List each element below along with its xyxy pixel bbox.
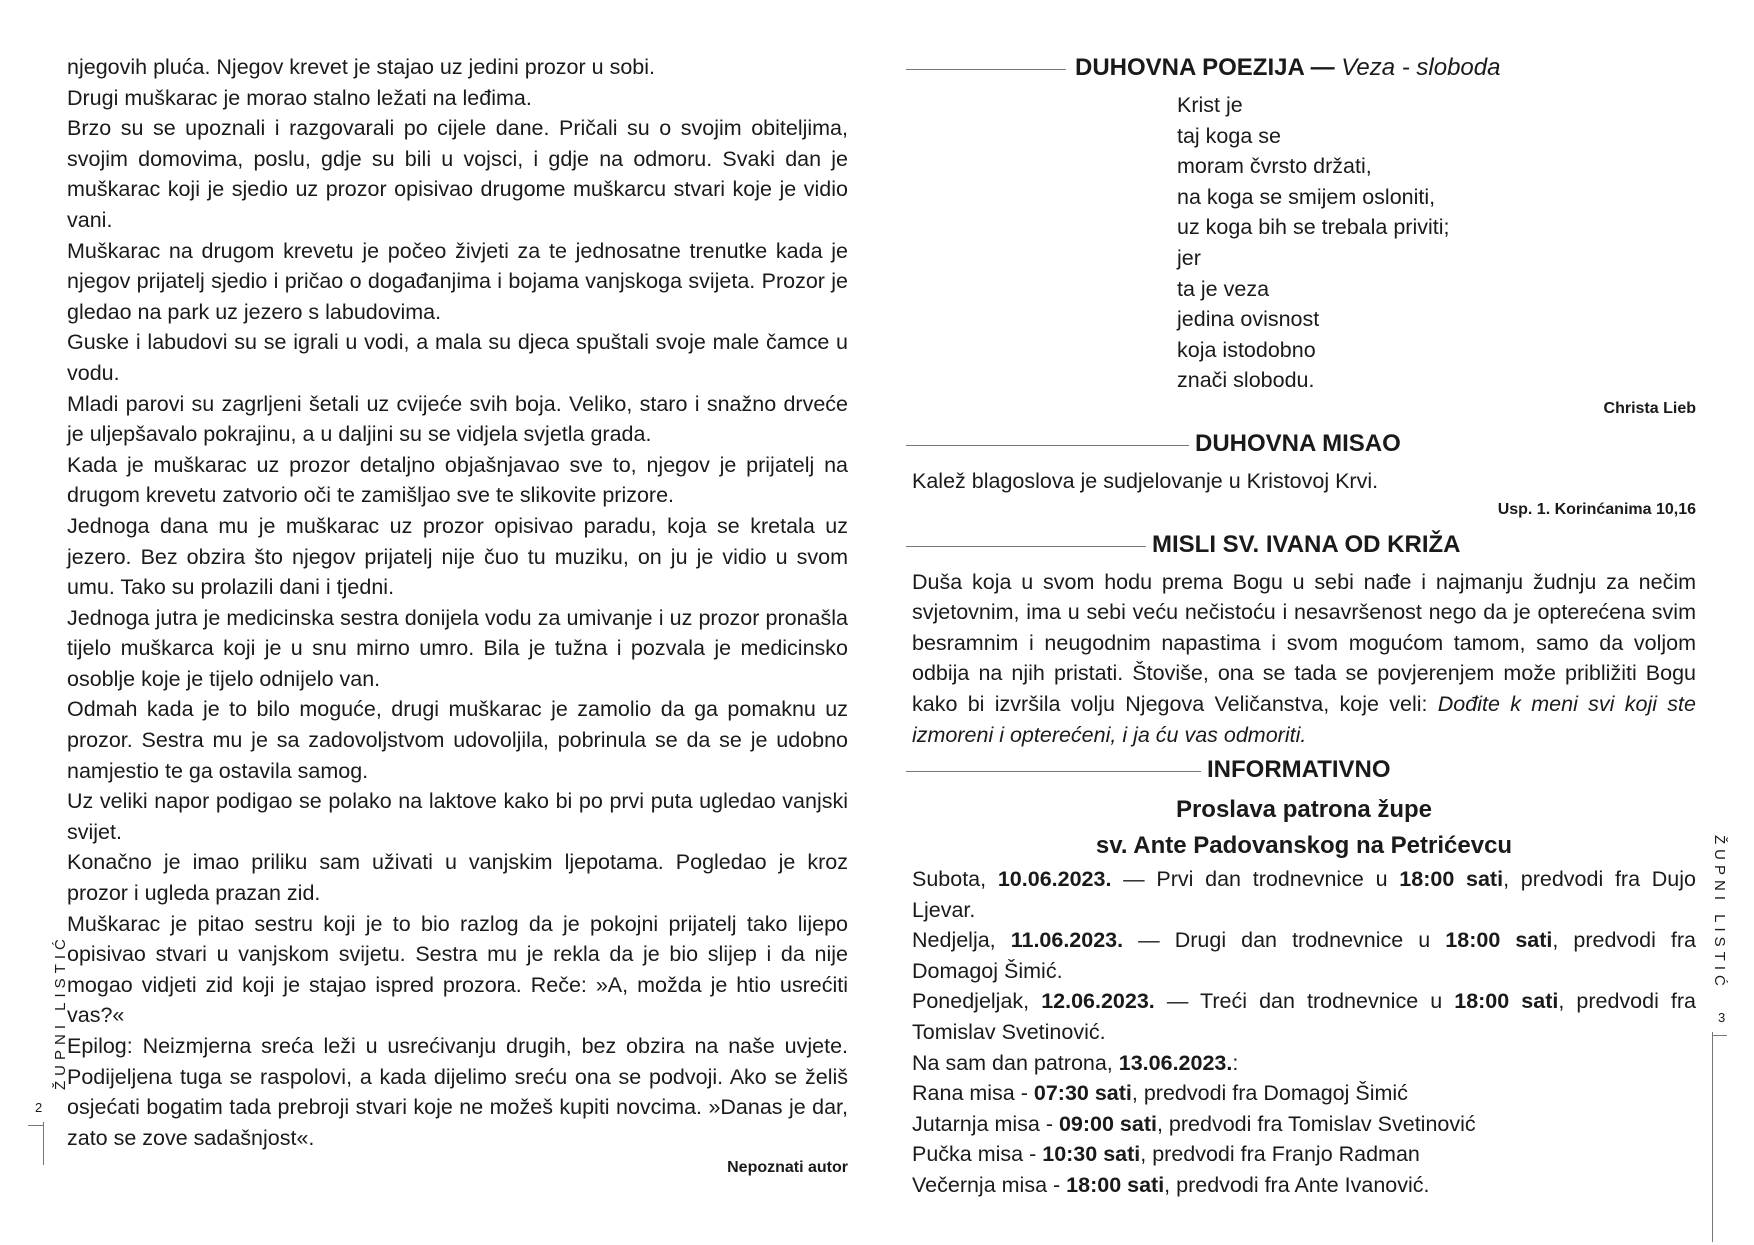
saint-quote: Dođite k meni svi koji ste izmoreni i opterećeni, i ja ću vas odmoriti. bbox=[912, 691, 1696, 747]
poem-line: jedina ovisnost bbox=[1177, 307, 1320, 332]
story-paragraph: Jednoga jutra je medicinska sestra donijela vodu za umivanje i uz prozor pronašla tijelo muškarca koji je u snu mirno umro. Bila je tužna i pozvala je medicinsko osoblje koje je tijelo odnijelo van. bbox=[67, 605, 848, 691]
info-heading bbox=[912, 752, 1696, 790]
story-paragraph: Muškarac na drugom krevetu je počeo živjeti za te jednosatne trenutke kada je njegov prijatelj sjedio i pričao o događanjima i bojama vanjskoga svijeta. Prozor je gledao na park uz jezero s labudovima. bbox=[67, 238, 848, 324]
schedule-day: Nedjelja, 11.06.2023. — Drugi dan trodnevnice u 18:00 sati, predvodi fra Domagoj Šimić. bbox=[912, 928, 1697, 983]
poetry-heading-label: DUHOVNA POEZIJA — bbox=[1075, 54, 1335, 81]
saint-text: Duša koja u svom hodu prema Bogu u sebi nađe i najmanju žudnju za nečim svjetovnim, ima u sebi veću nečistoću i nesavršenost nego da je opterećena svim besramnim i neugodnim napastima i svom mogućom tamom, samo da voljom odbija na njih pristati. Štoviše, ona se tada se povjerenjem može približiti Bogu kako bi izvršila volju Njegova Veličanstva, koje veli: bbox=[912, 569, 1696, 716]
thought-heading bbox=[912, 426, 1696, 464]
margin-tick bbox=[1712, 1035, 1727, 1036]
story-paragraph: Guske i labudovi su se igrali u vodi, a mala su djeca spuštali svoje male čamce u vodu. bbox=[67, 330, 848, 385]
heading-rule bbox=[906, 445, 1189, 446]
publication-label: ŽUPNI LISTIĆ bbox=[1711, 835, 1728, 991]
poetry-heading bbox=[912, 50, 1696, 88]
story-paragraph: Epilog: Neizmjerna sreća leži u usrećivanju drugih, bez obzira na naše uvjete. Podijeljena tuga se raspolovi, a kada dijelimo sreću ona se podvoji. Ako se želiš osjećati bogatim tada prebroji stvari koje ne možeš kupiti novcima. »Danas je dar, zato se zove sadašnjost«. bbox=[67, 1034, 848, 1150]
thought-source: Usp. 1. Korinćanima 10,16 bbox=[1497, 500, 1696, 518]
poem-line: jer bbox=[1177, 245, 1201, 270]
story-paragraph: Odmah kada je to bilo moguće, drugi muškarac je zamolio da ga pomaknu uz prozor. Sestra mu je sa zadovoljstvom udovoljila, pobrinula se da se je udobno namjestio te ga ostavila samog. bbox=[67, 697, 848, 783]
story-paragraph: Uz veliki napor podigao se polako na laktove kako bi po prvi puta ugledao vanjski svijet. bbox=[67, 789, 848, 844]
poem-line: moram čvrsto držati, bbox=[1177, 154, 1372, 179]
schedule bbox=[912, 864, 1696, 1201]
story-paragraph: Drugi muškarac je morao stalno ležati na leđima. bbox=[67, 85, 532, 110]
right-margin-label bbox=[1710, 835, 1740, 1240]
story-paragraph: Mladi parovi su zagrljeni šetali uz cvijeće svih boja. Veliko, staro i snažno drveće je uljepšavalo pokrajinu, a u daljini su se vidjela svjetla grada. bbox=[67, 391, 848, 447]
schedule-day: Subota, 10.06.2023. — Prvi dan trodnevnice u 18:00 sati, predvodi fra Dujo Ljevar. bbox=[912, 867, 1696, 922]
thought-heading-label: DUHOVNA MISAO bbox=[1195, 429, 1401, 457]
info-title-line1: Proslava patrona župe bbox=[1175, 796, 1433, 824]
schedule-day: Ponedjeljak, 12.06.2023. — Treći dan trodnevnice u 18:00 sati, predvodi fra Tomislav Svetinović. bbox=[912, 989, 1696, 1045]
story-paragraph: Brzo su se upoznali i razgovarali po cijele dane. Pričali su o svojim obiteljima, svojim domovima, poslu, gdje su bili u vojsci, i gdje na odmoru. Svaki dan je muškarac koji je sjedio uz prozor opisivao drugome muškarcu stvari koje je vidio vani. bbox=[67, 116, 848, 232]
poem-line: znači slobodu. bbox=[1177, 368, 1315, 393]
thought-text: Kalež blagoslova je sudjelovanje u Kristovoj Krvi. bbox=[912, 468, 1379, 493]
poem-line: uz koga bih se trebala priviti; bbox=[1177, 215, 1450, 240]
poem-line: Krist je bbox=[1177, 93, 1243, 117]
story-author: Nepoznati autor bbox=[727, 1159, 848, 1177]
poetry-subtitle: Veza - sloboda bbox=[1341, 54, 1501, 81]
poem bbox=[1177, 90, 1696, 396]
margin-rule bbox=[43, 1122, 44, 1165]
poem-line: taj koga se bbox=[1177, 123, 1281, 148]
story-paragraph: Muškarac je pitao sestru koji je to bio razlog da je pokojni prijatelj tako lijepo opisivao stvari u vanjskom svijetu. Sestra mu je rekla da je bio slijep i da nije mogao vidjeti zid koji je stajao ispred prozora. Reče: »A, možda je htio usrećiti vas?« bbox=[67, 911, 848, 1028]
feast-day: Na sam dan patrona, 13.06.2023.: bbox=[912, 1050, 1239, 1075]
mass-item: Jutarnja misa - 09:00 sati, predvodi fra Tomislav Svetinović bbox=[912, 1111, 1476, 1136]
poem-line: na koga se smijem osloniti, bbox=[1177, 184, 1436, 209]
heading-rule bbox=[906, 546, 1146, 547]
page-number: 3 bbox=[1718, 1010, 1726, 1025]
saint-text-block bbox=[912, 567, 1696, 751]
story-column bbox=[67, 52, 848, 1179]
mass-item: Pučka misa - 10:30 sati, predvodi fra Franjo Radman bbox=[912, 1142, 1420, 1167]
page-number: 2 bbox=[35, 1100, 43, 1115]
info-heading-label: INFORMATIVNO bbox=[1207, 756, 1391, 784]
heading-rule bbox=[906, 771, 1201, 772]
right-column bbox=[912, 50, 1696, 1201]
saint-heading-label: MISLI SV. IVANA OD KRIŽA bbox=[1152, 530, 1461, 558]
left-margin-label bbox=[28, 925, 69, 1245]
poem-line: ta je veza bbox=[1177, 276, 1270, 301]
story-paragraph: Konačno je imao priliku sam uživati u vanjskim ljepotama. Pogledao je kroz prozor i ugleda prazan zid. bbox=[67, 850, 848, 906]
saint-heading bbox=[912, 527, 1696, 565]
publication-label: ŽUPNI LISTIĆ bbox=[52, 934, 69, 1090]
mass-item: Rana misa - 07:30 sati, predvodi fra Domagoj Šimić bbox=[912, 1081, 1408, 1106]
poem-line: koja istodobno bbox=[1177, 337, 1316, 362]
mass-item: Večernja misa - 18:00 sati, predvodi fra Ante Ivanović. bbox=[912, 1173, 1430, 1198]
story-paragraph: njegovih pluća. Njegov krevet je stajao uz jedini prozor u sobi. bbox=[67, 55, 655, 79]
margin-rule bbox=[1712, 1032, 1713, 1242]
info-title-line2: sv. Ante Padovanskog na Petrićevcu bbox=[1095, 832, 1513, 860]
margin-tick bbox=[28, 1125, 43, 1126]
story-paragraph: Jednoga dana mu je muškarac uz prozor opisivao paradu, koja se kretala uz jezero. Bez obzira što njegov prijatelj nije čuo tu muziku, on ju je vidio u svom umu. Tako su prolazili dani i tjedni. bbox=[67, 513, 848, 600]
poem-author: Christa Lieb bbox=[1603, 399, 1696, 417]
heading-rule bbox=[906, 69, 1066, 70]
story-paragraph: Kada je muškarac uz prozor detaljno objašnjavao sve to, njegov je prijatelj na drugom krevetu zatvorio oči te zamišljao sve te slikovite prizore. bbox=[67, 452, 848, 508]
